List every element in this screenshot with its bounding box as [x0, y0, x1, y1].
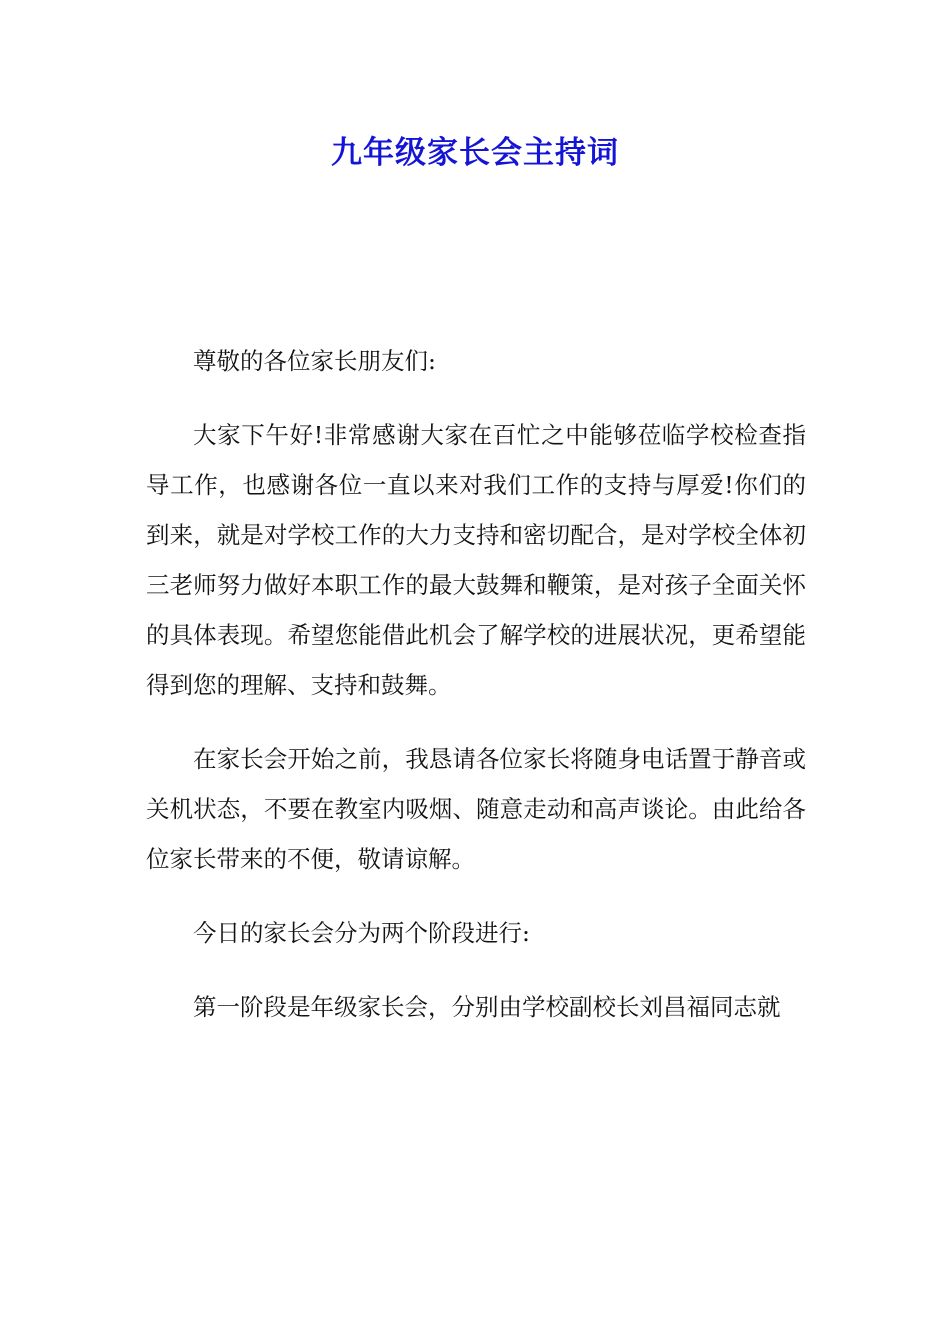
document-title: 九年级家长会主持词 [331, 135, 619, 171]
paragraph-notice: 在家长会开始之前，我恳请各位家长将随身电话置于静音或关机状态，不要在教室内吸烟、随意走动和高声谈论。由此给各位家长带来的不便，敬请谅解。 [146, 745, 806, 873]
paragraph-stage-one: 第一阶段是年级家长会，分别由学校副校长刘昌福同志就 [193, 993, 781, 1021]
paragraph-agenda: 今日的家长会分为两个阶段进行: [193, 919, 530, 947]
paragraph-welcome: 大家下午好!非常感谢大家在百忙之中能够莅临学校检查指导工作，也感谢各位一直以来对我们工作的支持与厚爱!你们的到来，就是对学校工作的大力支持和密切配合，是对学校全体初三老师努力做好本职工作的最大鼓舞和鞭策，是对孩子全面关怀的具体表现。希望您能借此机会了解学校的进展状况，更希望能得到您的理解、支持和鼓舞。 [146, 421, 806, 699]
paragraph-greeting: 尊敬的各位家长朋友们: [193, 347, 436, 375]
document-body [146, 336, 806, 1032]
